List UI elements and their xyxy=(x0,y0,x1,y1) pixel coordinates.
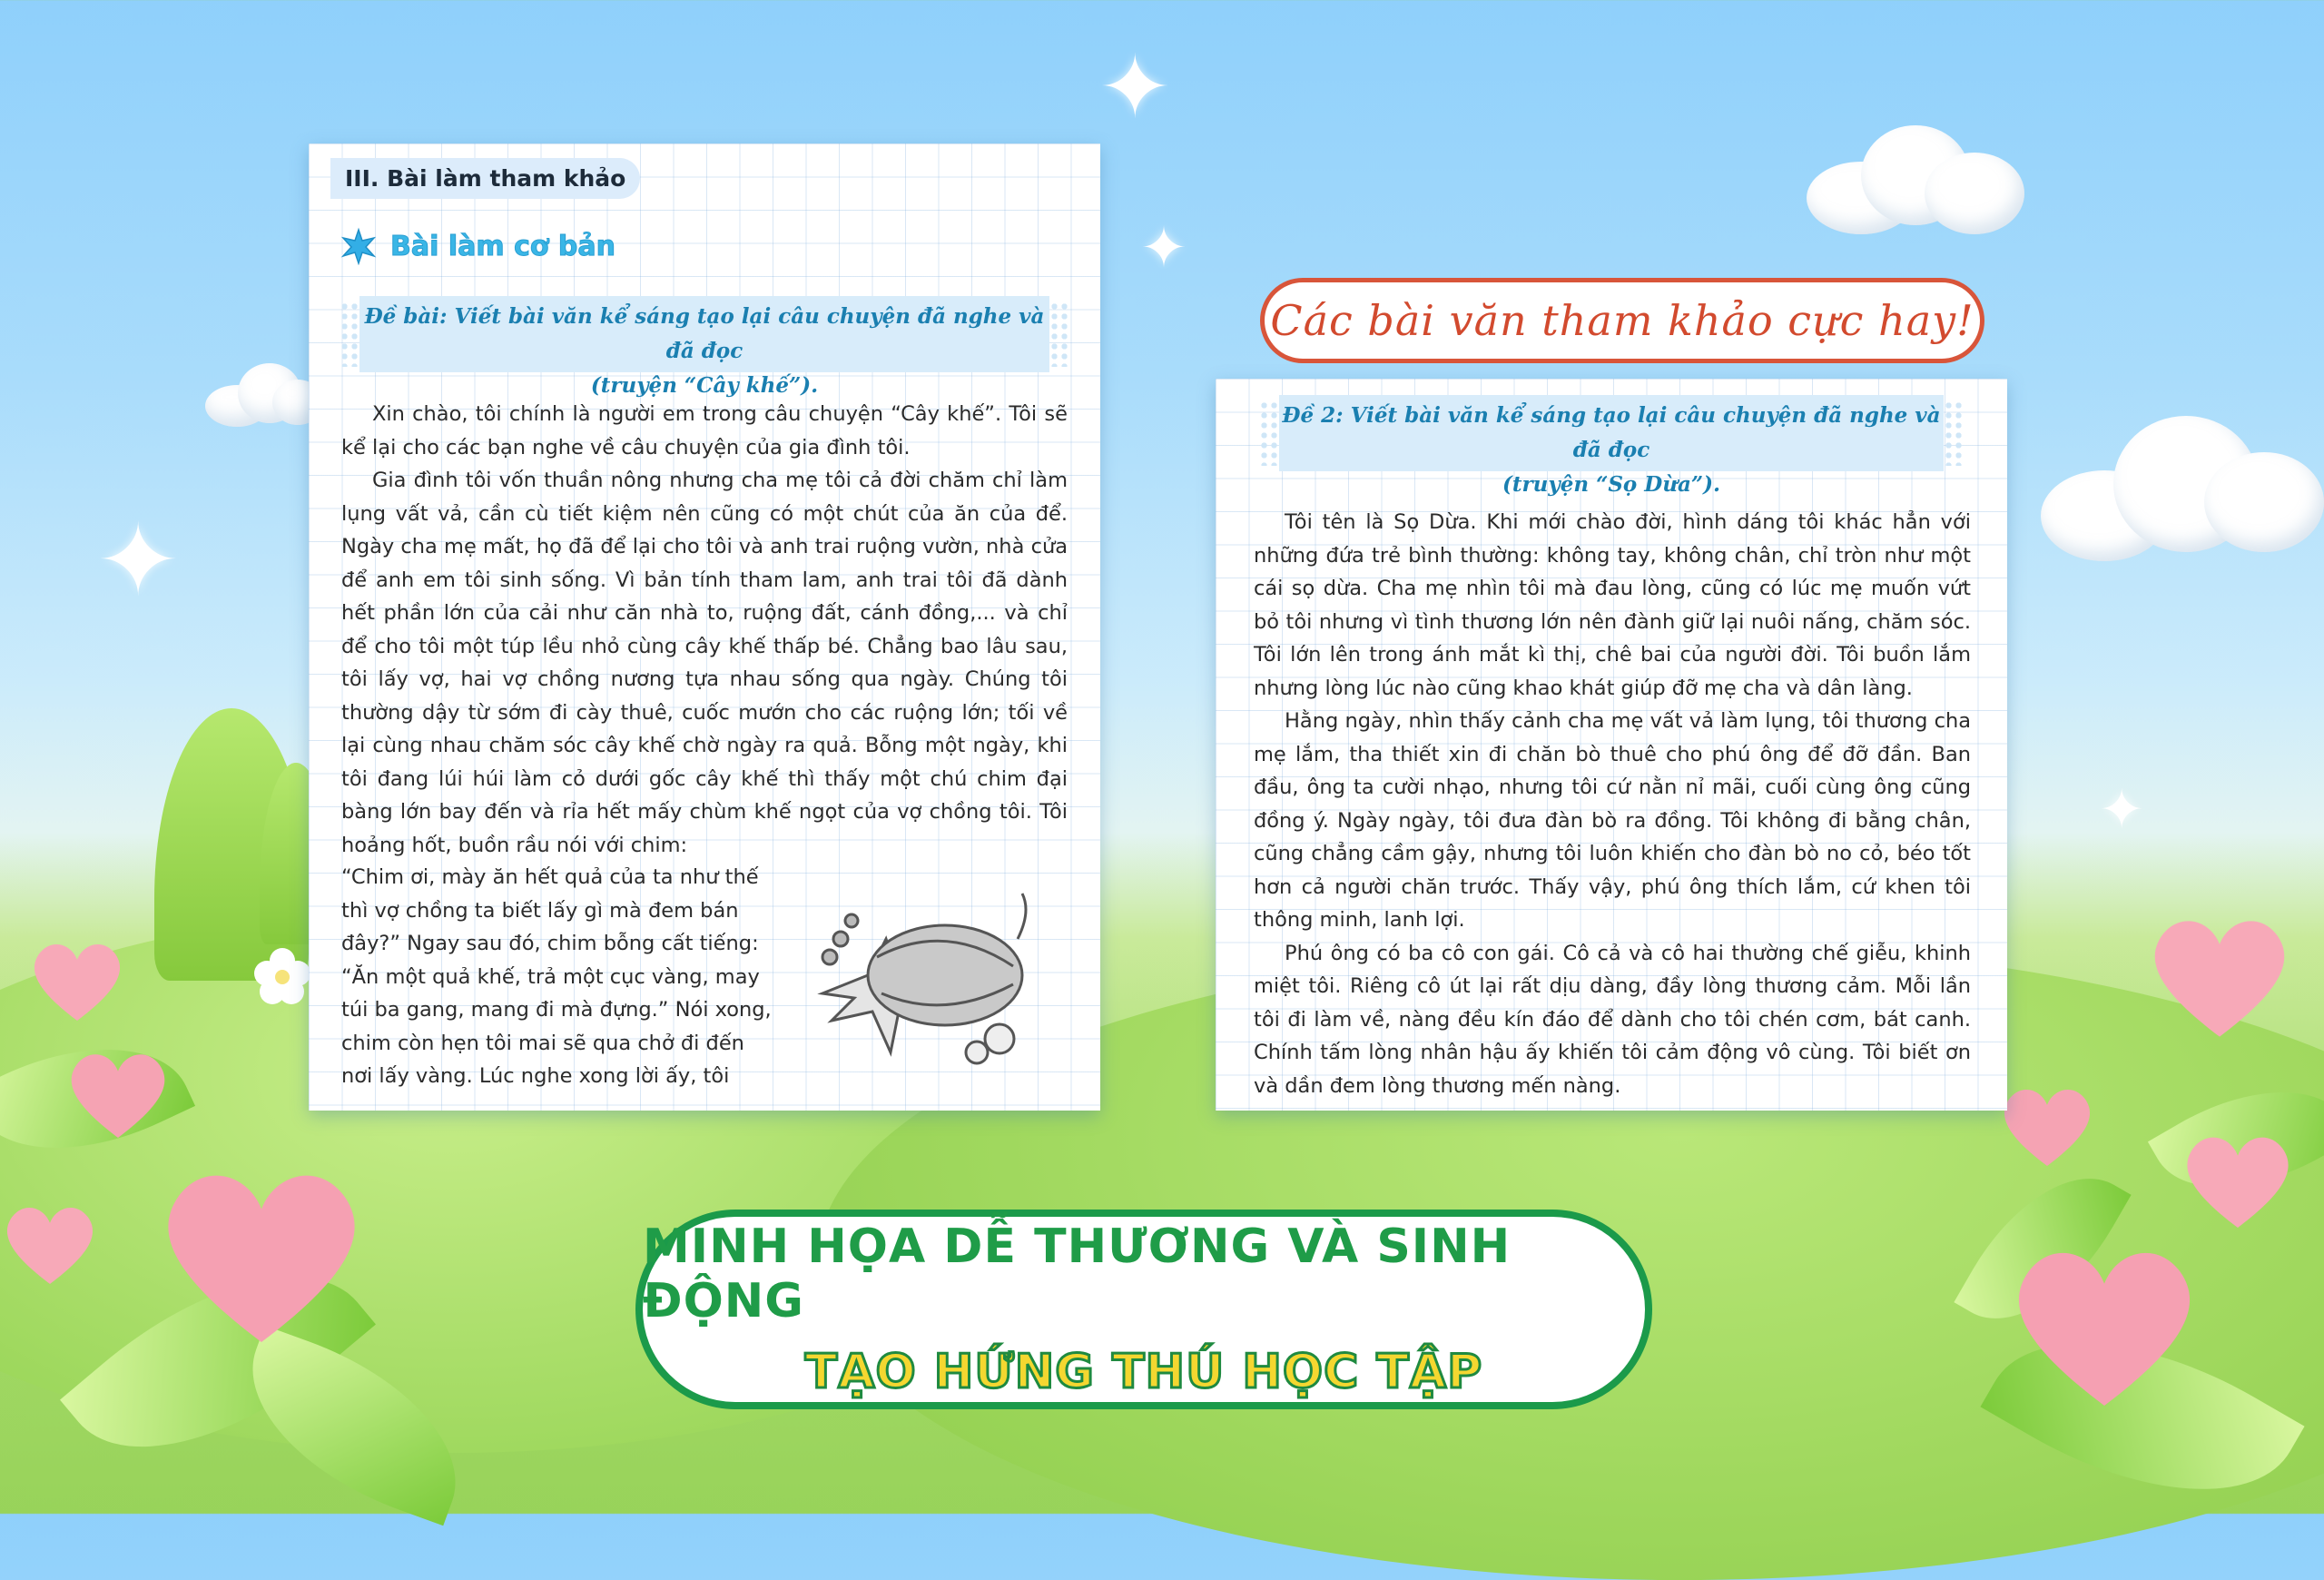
prompt-line: Đề 2: Viết bài văn kể sáng tạo lại câu chuyện đã nghe và đã đọc xyxy=(1282,403,1941,462)
story-text xyxy=(1254,506,1971,1102)
story-paragraph: Tôi tên là Sọ Dừa. Khi mới chào đời, hình dáng tôi khác hẳn với những đứa trẻ bình thường: không tay, không chân, chỉ tròn như một cái sọ dừa. Cha mẹ nhìn tôi mà đau lòng, cũng có lúc mẹ muốn vứt bỏ tôi nhưng vì tình thương lớn nên đành giữ lại nuôi nấng, chăm sóc. Tôi lớn lên trong ánh mắt kì thị, chê bai của người đời. Tôi buồn lắm nhưng lòng lúc nào cũng khao khát giúp đỡ mẹ cha và dân làng. xyxy=(1254,510,1971,700)
prompt-line: (truyện “Sọ Dừa”). xyxy=(1502,472,1720,497)
dialogue-text xyxy=(341,861,813,1093)
white-flower-icon xyxy=(251,944,314,1008)
heart-flower-icon xyxy=(0,1199,100,1289)
prompt-line: (truyện “Cây khế”). xyxy=(590,373,819,398)
bottom-banner-line1: MINH HỌA DỄ THƯƠNG VÀ SINH ĐỘNG xyxy=(643,1220,1512,1328)
sparkle-icon: ✦ xyxy=(2099,778,2145,842)
dialogue-line: chim còn hẹn tôi mai sẽ qua chở đi đến xyxy=(341,1031,744,1055)
heart-flower-icon xyxy=(27,935,127,1026)
cloud-icon xyxy=(1807,116,2024,234)
story-text xyxy=(341,398,1068,862)
prompt-line: Đề bài: Viết bài văn kể sáng tạo lại câu chuyện đã nghe và đã đọc xyxy=(364,304,1045,363)
subheading-label: Bài làm cơ bản xyxy=(390,230,615,262)
cloud-icon xyxy=(205,363,323,427)
sparkle-icon: ✦ xyxy=(1098,36,1172,138)
dialogue-line: nơi lấy vàng. Lúc nghe xong lời ấy, tôi xyxy=(341,1064,730,1088)
story-paragraph: Phú ông có ba cô con gái. Cô cả và cô hai thường chế giễu, khinh miệt tôi. Riêng cô út lại rất dịu dàng, đầy lòng thương cảm. Mỗi lần tôi đi làm về, nàng đều kín đáo để dành cho tôi chén cơm, bát canh. Chính tấm lòng nhân hậu ấy khiến tôi cảm động vô cùng. Tôi biết ơn và dần đem lòng thương mến nàng. xyxy=(1254,941,1971,1098)
prompt-box xyxy=(359,296,1049,398)
dialogue-line: thì vợ chồng ta biết lấy gì mà đem bán xyxy=(341,898,739,923)
story-paragraph: Xin chào, tôi chính là người em trong câu chuyện “Cây khế”. Tôi sẽ kể lại cho các bạn nghe về câu chuyện của gia đình tôi. xyxy=(341,402,1068,459)
heart-flower-icon xyxy=(2142,908,2297,1044)
heart-flower-icon xyxy=(153,1155,370,1355)
bottom-banner-line2: TẠO HỨNG THÚ HỌC TẬP xyxy=(804,1345,1483,1399)
bottom-banner xyxy=(635,1210,1652,1409)
banner-title: Các bài văn tham khảo cực hay! xyxy=(1260,278,1984,363)
heart-flower-icon xyxy=(64,1044,172,1144)
star-splash-icon xyxy=(340,227,378,265)
heart-flower-icon xyxy=(1997,1081,2097,1171)
heart-flower-icon xyxy=(2179,1126,2297,1235)
prompt-box xyxy=(1279,395,1944,497)
dialogue-line: đây?” Ngay sau đó, chim bỗng cất tiếng: xyxy=(341,932,759,955)
subheading xyxy=(340,227,615,265)
dialogue-line: túi ba gang, mang đi mà đựng.” Nói xong, xyxy=(341,998,772,1022)
dialogue-line: “Ăn một quả khế, trả một cục vàng, may xyxy=(341,964,760,989)
section-heading: III. Bài làm tham khảo xyxy=(330,158,640,199)
sparkle-icon: ✦ xyxy=(1140,214,1187,281)
starfruit-illustration-icon xyxy=(786,884,1049,1075)
story-paragraph: Hằng ngày, nhìn thấy cảnh cha mẹ vất vả làm lụng, tôi thương cha mẹ lắm, tha thiết xin đi chăn bò thuê cho phú ông để đỡ đần. Ban đầu, ông ta cười nhạo, nhưng tôi cứ nằn nỉ mãi, cuối cùng ông cũng đồng ý. Ngày ngày, tôi đưa đàn bò ra đồng. Tôi không đi bằng chân, cũng chẳng cầm gậy, nhưng tôi luôn khiến cho đàn bò no cỏ, béo tốt hơn cả người chăn trước. Thấy vậy, phú ông thích lắm, cứ khen tôi thông minh, lanh lợi. xyxy=(1254,709,1971,932)
sparkle-icon: ✦ xyxy=(96,502,181,618)
heart-flower-icon xyxy=(2004,1235,2204,1417)
cloud-icon xyxy=(2041,416,2324,561)
right-page xyxy=(1216,379,2007,1111)
story-paragraph: Gia đình tôi vốn thuần nông nhưng cha mẹ tôi cả đời chăm chỉ làm lụng vất vả, cần cù tiết kiệm nên cũng có một chút của ăn của để. Ngày cha mẹ mất, họ đã để lại cho tôi và anh trai ruộng vườn, nhà cửa để anh em tôi sinh sống. Vì bản tính tham lam, anh trai tôi đã dành hết phần lớn của cải như căn nhà to, ruộng đất, cánh đồng,... và chỉ để cho tôi một túp lều nhỏ cùng cây khế thấp bé. Chẳng bao lâu sau, tôi lấy vợ, hai vợ chồng nương tựa nhau sống qua ngày. Chúng tôi thường dậy từ sớm đi cày thuê, cuốc mướn cho các ruộng lớn; tối về lại cùng nhau chăm sóc cây khế chờ ngày ra quả. Bỗng một ngày, khi tôi đang lúi húi làm cỏ dưới gốc cây khế thì thấy một chú chim đại bàng lớn bay đến và rỉa hết mấy chùm khế ngọt của vợ chồng tôi. Tôi hoảng hốt, buồn rầu nói với chim: xyxy=(341,469,1068,857)
dialogue-line: “Chim ơi, mày ăn hết quả của ta như thế xyxy=(341,865,759,889)
